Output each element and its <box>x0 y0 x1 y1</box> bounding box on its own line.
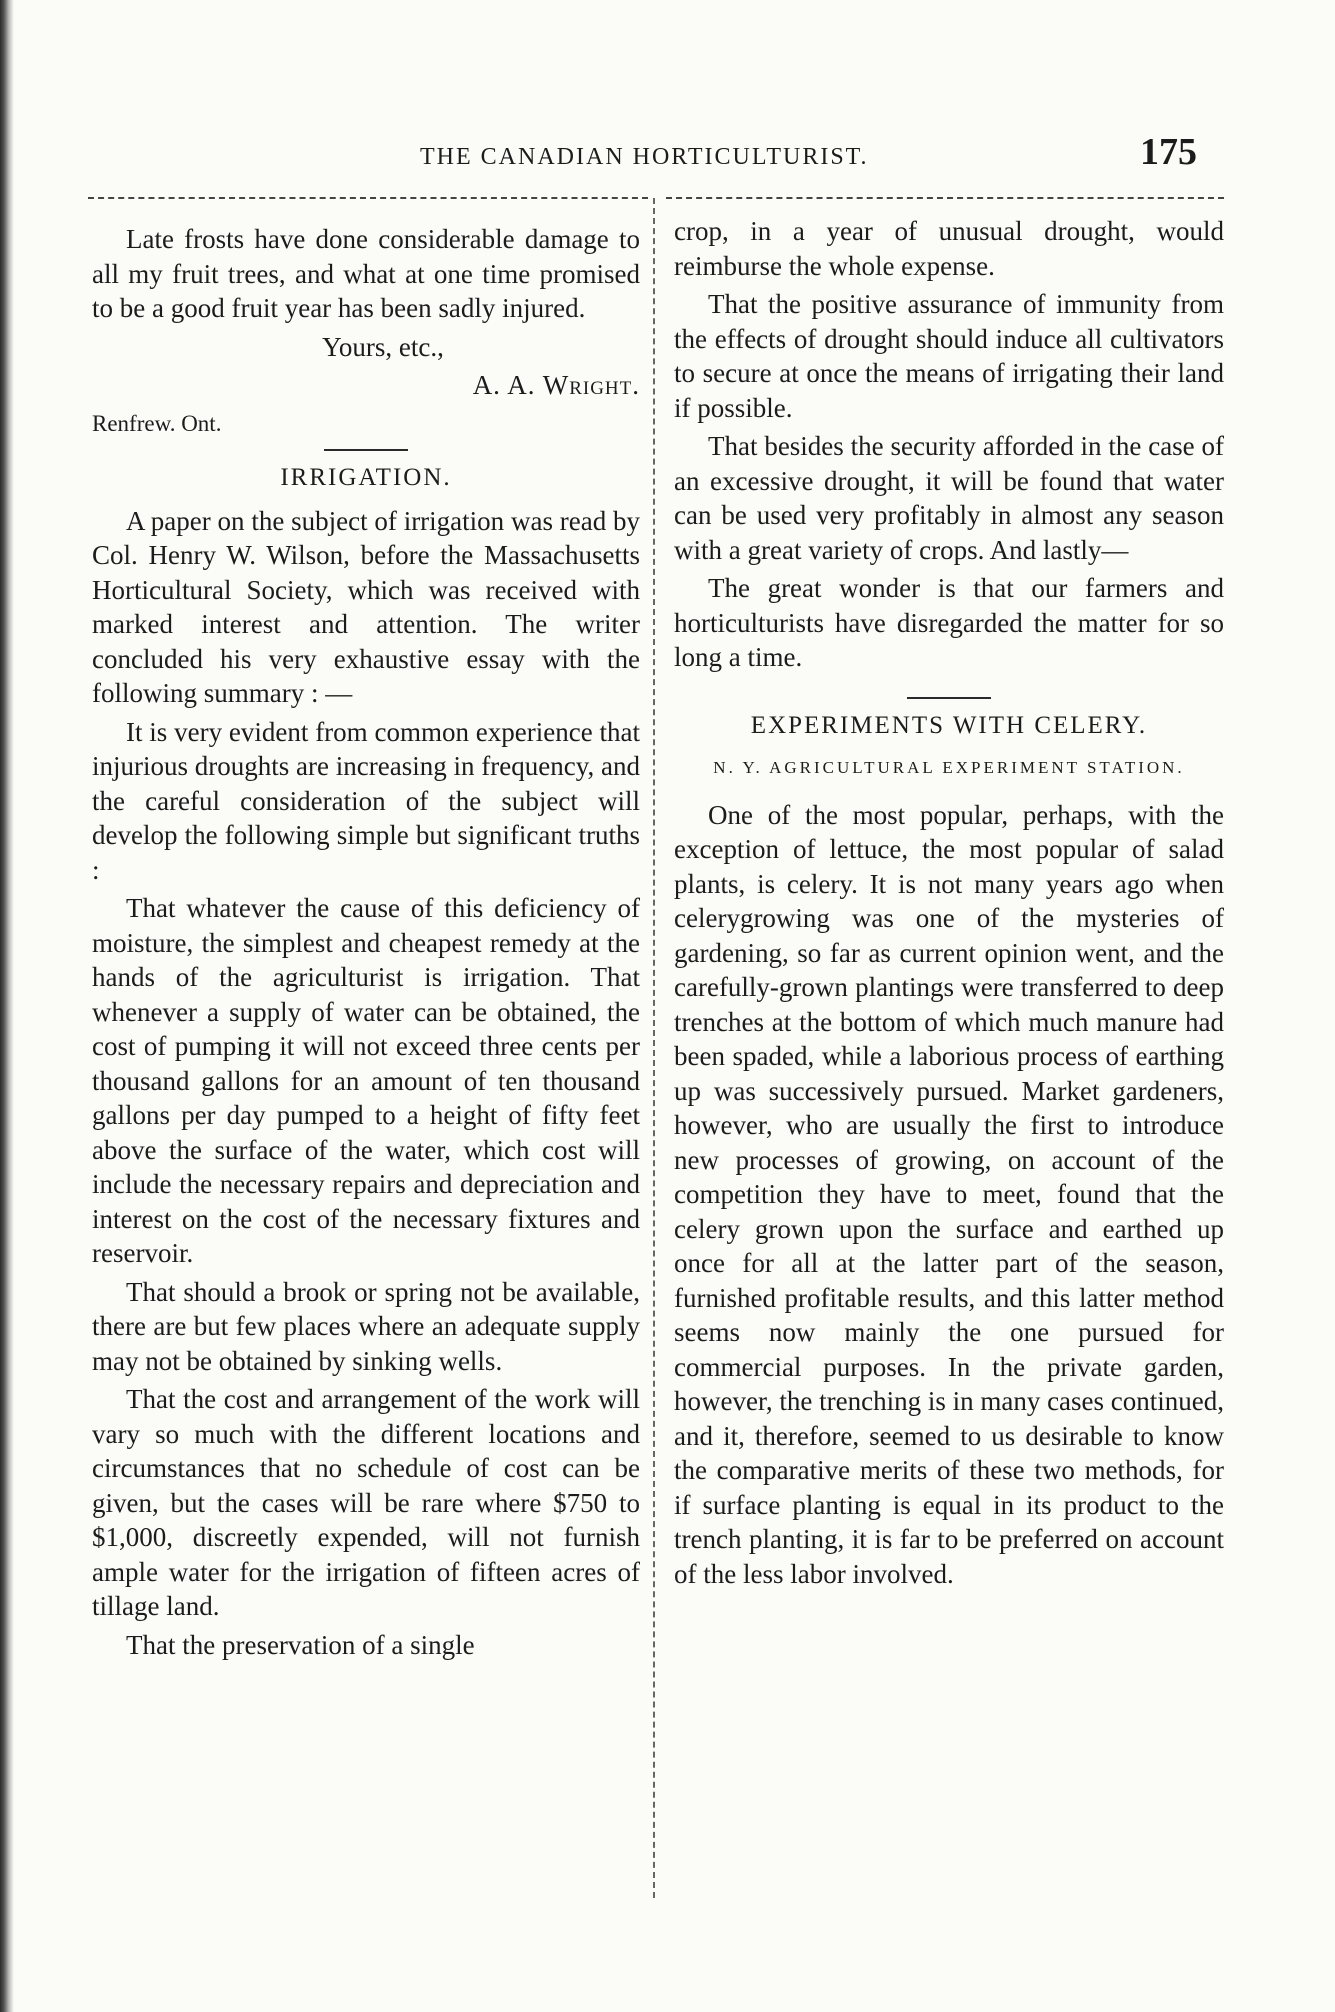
irrigation-heading: IRRIGATION. <box>280 464 452 491</box>
section-rule <box>324 449 408 451</box>
header-rule-right <box>666 197 1224 199</box>
letter-text: Late frosts have done considerable damage to all my fruit trees, and what at one time promised to be a good fruit year has been sadly injured. <box>92 224 640 323</box>
signature-name: A. A. Wright. <box>472 370 640 400</box>
letter-signature <box>92 368 640 403</box>
celery-subheading: N. Y. AGRICULTURAL EXPERIMENT STATION. <box>713 758 1185 777</box>
irrigation-paragraph: That the preservation of a single <box>126 1629 475 1660</box>
irrigation-paragraph: That besides the security afforded in the case of an excessive drought, it will be found that water can be used very profitably in almost any season with a great variety of crops. And lastly— <box>674 431 1224 565</box>
celery-paragraph: One of the most popular, perhaps, with the exception of lettuce, the most popular of salad plants, is celery. It is not many years ago when celerygrowing was one of the mysteries of gardening, so far as current opinion went, and the carefully-grown plantings were transferred to deep trenches at the bottom of which much manure had been spaded, while a laborious process of earthing up was successively pursued. Market gardeners, however, who are usually the first to introduce new processes of growing, on account of the competition they have to meet, found that the celery grown upon the surface and earthed up once for all at the latter part of the season, furnished profitable results, and this latter method seems now mainly the one pursued for commercial purposes. In the private garden, however, the trenching is in many cases continued, and it, therefore, seemed to us desirable to know the comparative merits of these two methods, for if surface planting is equal in its product to the trench planting, it is far to be preferred on account of the less labor involved. <box>674 799 1225 1589</box>
irrigation-paragraph: That whatever the cause of this deficiency of moisture, the simplest and cheapest remedy at the hands of the agriculturist is irrigation. That whenever a supply of water can be obtained, the cost of pumping it will not exceed three cents per thousand gallons for an amount of ten thousand gallons per day pumped to a height of fifty feet above the surface of the water, which cost will include the necessary repairs and depreciation and interest on the cost of the necessary fixtures and reservoir. <box>92 893 640 1268</box>
celery-heading: EXPERIMENTS WITH CELERY. <box>750 711 1148 739</box>
section-rule <box>907 697 991 699</box>
irrigation-paragraph: That the positive assurance of immunity from the effects of drought should induce all cultivators to secure at once the means of irrigating their land if possible. <box>674 289 1224 423</box>
irrigation-paragraph: The great wonder is that our farmers and horticulturists have disregarded the matter for so long a time. <box>674 573 1224 672</box>
irrigation-paragraph: That should a brook or spring not be available, there are but few places where an adequate supply may not be obtained by sinking wells. <box>92 1276 640 1376</box>
right-column <box>674 214 1224 1595</box>
page-number: 175 <box>1140 131 1197 173</box>
irrigation-paragraph: It is very evident from common experience that injurious droughts are increasing in frequency, and the careful consideration of the subject will develop the following simple but significant truths : <box>92 716 640 885</box>
column-divider <box>653 198 655 1898</box>
irrigation-paragraph: A paper on the subject of irrigation was read by Col. Henry W. Wilson, before the Massachusetts Horticultural Society, which was received with marked interest and attention. The writer concluded his very exhaustive essay with the following summary : — <box>92 505 640 708</box>
running-title: THE CANADIAN HORTICULTURIST. <box>420 144 869 170</box>
letter-place: Renfrew. Ont. <box>92 410 222 436</box>
header-rule-left <box>88 197 648 199</box>
continued-text: crop, in a year of unusual drought, would reimburse the whole expense. <box>674 216 1224 281</box>
left-column <box>92 222 640 1666</box>
letter-closing: Yours, etc., <box>322 331 444 362</box>
running-header <box>90 130 1260 190</box>
page-edge-shadow <box>0 0 14 2012</box>
irrigation-paragraph: That the cost and arrangement of the work will vary so much with the different locations and circumstances that no schedule of cost can be given, but the cases will be rare where $750 to $1,000, discreetly expended, will not furnish ample water for the irrigation of fifteen acres of tillage land. <box>92 1384 640 1621</box>
